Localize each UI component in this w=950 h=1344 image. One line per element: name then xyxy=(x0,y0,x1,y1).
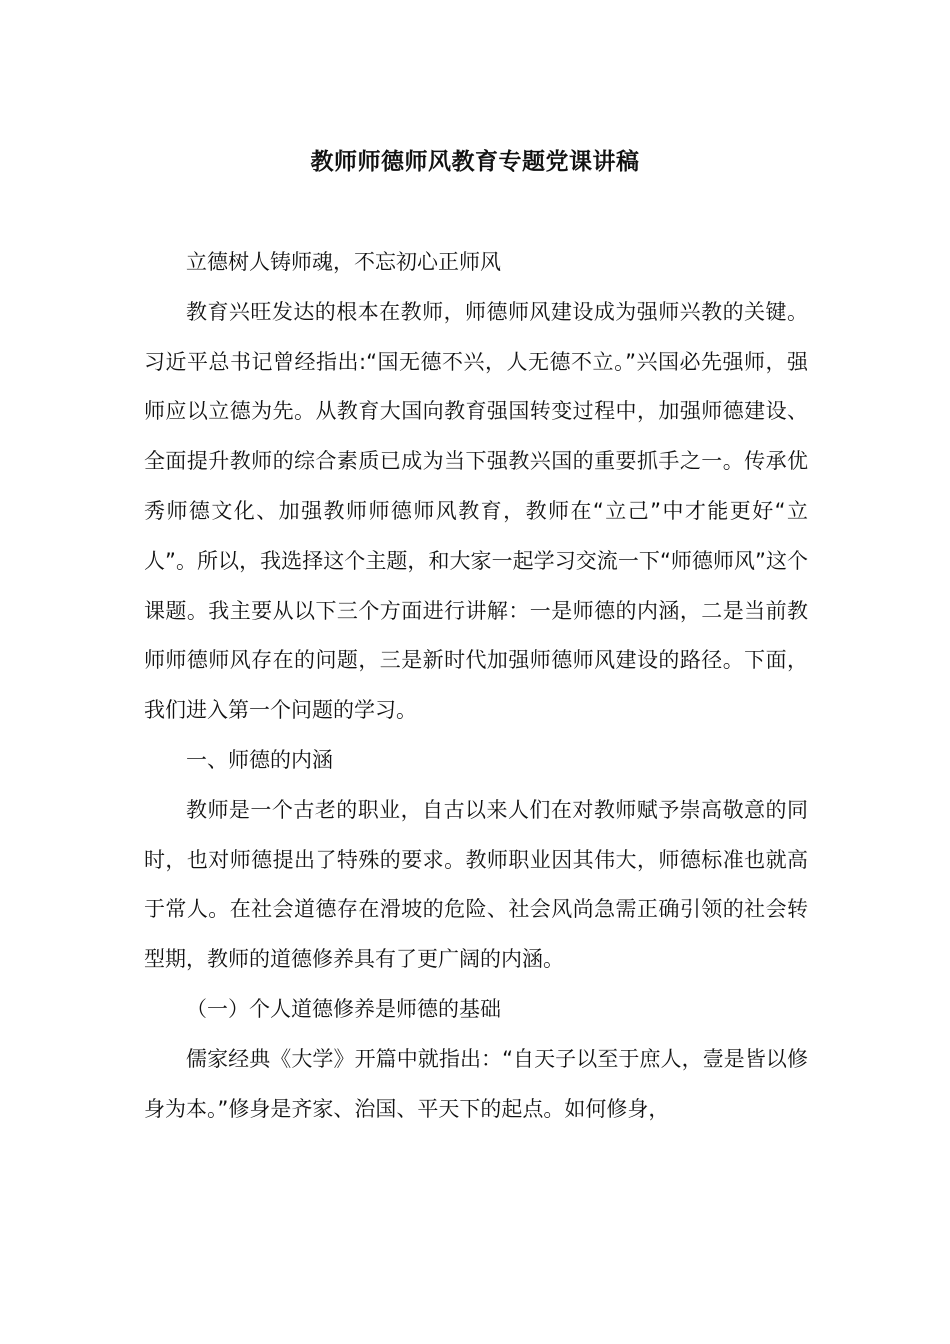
subsection-heading: （一）个人道德修养是师德的基础 xyxy=(186,996,501,1021)
document-body xyxy=(144,238,808,1134)
subsection-paragraph: 儒家经典《大学》开篇中就指出：“自天子以至于庶人，壹是皆以修身为本。”修身是齐家、治国、平天下的起点。如何修身， xyxy=(144,1046,808,1121)
section-paragraph: 教师是一个古老的职业，自古以来人们在对教师赋予崇高敬意的同时，也对师德提出了特殊的要求。教师职业因其伟大，师德标准也就高于常人。在社会道德存在滑坡的危险、社会风尚急需正确引领的社会转型期，教师的道德修养具有了更广阔的内涵。 xyxy=(144,797,808,972)
section-heading: 一、师德的内涵 xyxy=(186,747,333,772)
document-title: 教师师德师风教育专题党课讲稿 xyxy=(310,149,640,175)
intro-paragraph: 教育兴旺发达的根本在教师，师德师风建设成为强师兴教的关键。习近平总书记曾经指出:“国无德不兴，人无德不立。”兴国必先强师，强师应以立德为先。从教育大国向教育强国转变过程中，加强师德建设、全面提升教师的综合素质已成为当下强教兴国的重要抓手之一。传承优秀师德文化、加强教师师德师风教育，教师在“立己”中才能更好“立人”。所以，我选择这个主题，和大家一起学习交流一下“师德师风”这个课题。我主要从以下三个方面进行讲解：一是师德的内涵，二是当前教师师德师风存在的问题，三是新时代加强师德师风建设的路径。下面，我们进入第一个问题的学习。 xyxy=(144,299,808,723)
subtitle-paragraph: 立德树人铸师魂，不忘初心正师风 xyxy=(186,250,501,274)
